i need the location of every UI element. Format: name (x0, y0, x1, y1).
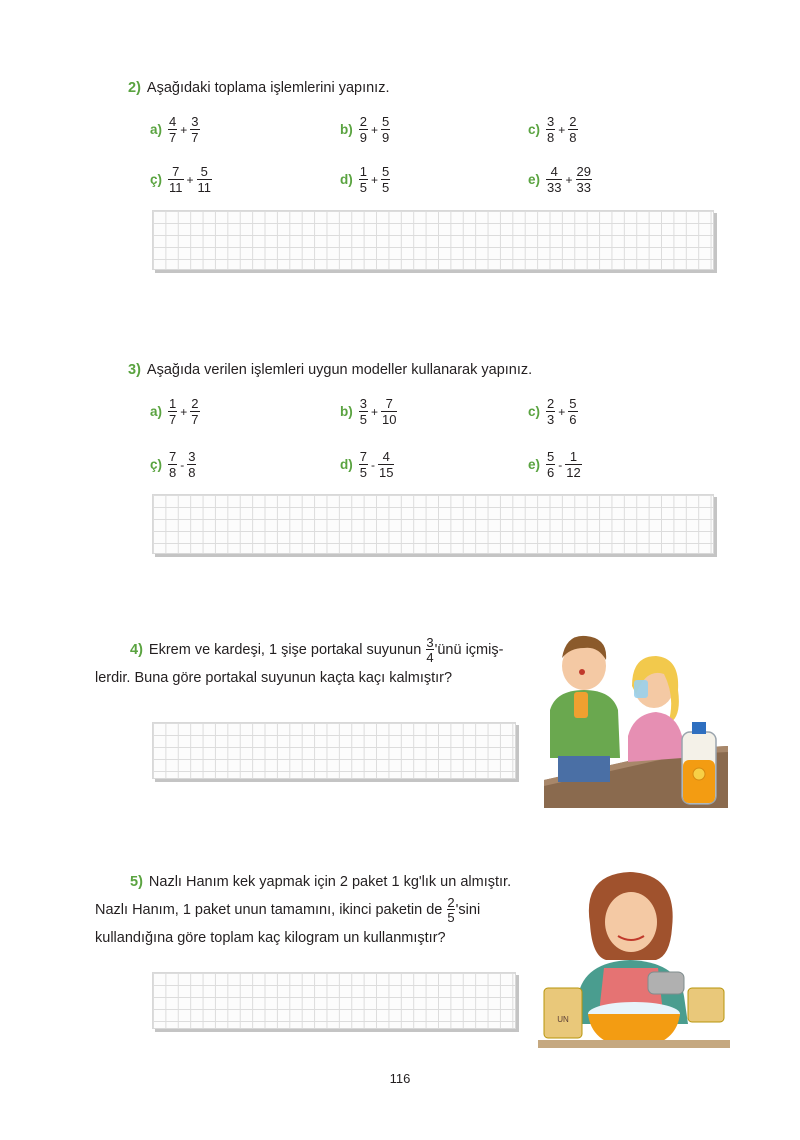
item-label: ç) (150, 457, 163, 472)
q3-item-e (528, 450, 582, 479)
q2-item-a (150, 115, 200, 144)
item-label: a) (150, 404, 163, 419)
item-label: d) (340, 172, 353, 187)
q5-text (95, 868, 535, 952)
q2-item-b (340, 115, 390, 144)
q2-answer-grid[interactable] (152, 210, 714, 270)
fraction: $\frac{2}{9}$ (359, 114, 367, 145)
item-label: a) (150, 122, 163, 137)
item-label: c) (528, 122, 541, 137)
fraction: $\frac{4}{33}$ (547, 164, 562, 195)
q2-title (128, 80, 390, 96)
q5-text-line2-before: Nazlı Hanım, 1 paket unun tamamını, ikinci paketin de (95, 902, 443, 918)
fraction: $\frac{7}{10}$ (382, 396, 397, 427)
q2-number: 2) (128, 80, 141, 96)
item-label: b) (340, 404, 353, 419)
q4-text-before: Ekrem ve kardeşi, 1 şişe portakal suyunun (148, 642, 422, 658)
operator: + (370, 404, 378, 419)
q4-text (95, 636, 540, 692)
fraction: $\frac{5}{6}$ (569, 396, 577, 427)
fraction: $\frac{1}{12}$ (566, 449, 581, 480)
operator: + (558, 122, 566, 137)
q4-text-after: 'ünü içmiş- (434, 642, 504, 658)
fraction: $\frac{1}{7}$ (169, 396, 177, 427)
operator: + (180, 122, 188, 137)
q2-item-e (528, 165, 592, 194)
fraction: $\frac{7}{5}$ (359, 449, 367, 480)
operator: + (186, 172, 194, 187)
q2-item-c (528, 115, 578, 144)
fraction: $\frac{5}{5}$ (382, 164, 390, 195)
q5-number: 5) (130, 874, 143, 890)
q2-item-c-cedilla (150, 165, 212, 194)
q5-text-line1: Nazlı Hanım kek yapmak için 2 paket 1 kg'lık un almıştır. (148, 874, 512, 890)
page-number: 116 (389, 1071, 411, 1086)
q5-text-line2-after: 'sini (455, 902, 481, 918)
fraction: $\frac{2}{3}$ (547, 396, 555, 427)
item-label: e) (528, 172, 541, 187)
item-label: ç) (150, 172, 163, 187)
fraction: $\frac{3}{5}$ (359, 396, 367, 427)
fraction: $\frac{3}{7}$ (191, 114, 199, 145)
q4-text-line2: lerdir. Buna göre portakal suyunun kaçta kaçı kalmıştır? (95, 670, 453, 687)
q3-number: 3) (128, 362, 141, 378)
q3-item-a (150, 397, 200, 426)
operator: + (558, 404, 566, 419)
fraction: $\frac{4}{7}$ (169, 114, 177, 145)
woman-baking-illustration (538, 864, 730, 1054)
q3-item-d (340, 450, 394, 479)
q3-item-c-cedilla (150, 450, 196, 479)
item-label: b) (340, 122, 353, 137)
operator: + (180, 404, 188, 419)
flour-bag-label: UN (557, 1015, 569, 1024)
operator: - (370, 457, 375, 472)
fraction: $\frac{7}{11}$ (169, 164, 183, 195)
q5-text-line3: kullandığına göre toplam kaç kilogram un kullanmıştır? (95, 930, 446, 947)
fraction: $\frac{1}{5}$ (359, 164, 367, 195)
children-drinking-juice-illustration (536, 628, 728, 808)
q4-fraction: $\frac{3}{4}$ (426, 635, 434, 666)
fraction: $\frac{3}{8}$ (188, 449, 196, 480)
fraction: $\frac{5}{9}$ (382, 114, 390, 145)
operator: - (558, 457, 563, 472)
fraction: $\frac{5}{6}$ (547, 449, 555, 480)
fraction: $\frac{2}{8}$ (569, 114, 577, 145)
fraction: $\frac{4}{15}$ (378, 449, 394, 480)
q3-answer-grid[interactable] (152, 494, 714, 554)
q2-item-d (340, 165, 390, 194)
fraction: $\frac{5}{11}$ (197, 164, 212, 195)
item-label: d) (340, 457, 353, 472)
q3-item-b (340, 397, 397, 426)
fraction: $\frac{29}{33}$ (576, 164, 591, 195)
operator: + (370, 172, 378, 187)
item-label: c) (528, 404, 541, 419)
q4-answer-grid[interactable] (152, 722, 516, 779)
operator: - (180, 457, 185, 472)
operator: + (565, 172, 573, 187)
q2-text: Aşağıdaki toplama işlemlerini yapınız. (146, 80, 390, 96)
q3-title (128, 362, 532, 378)
fraction: $\frac{7}{8}$ (169, 449, 177, 480)
q5-fraction: $\frac{2}{5}$ (447, 895, 455, 926)
q4-number: 4) (130, 642, 143, 658)
q3-text: Aşağıda verilen işlemleri uygun modeller kullanarak yapınız. (146, 362, 533, 378)
fraction: $\frac{3}{8}$ (547, 114, 555, 145)
q5-answer-grid[interactable] (152, 972, 516, 1029)
operator: + (370, 122, 378, 137)
q3-item-c (528, 397, 578, 426)
fraction: $\frac{2}{7}$ (191, 396, 199, 427)
item-label: e) (528, 457, 541, 472)
